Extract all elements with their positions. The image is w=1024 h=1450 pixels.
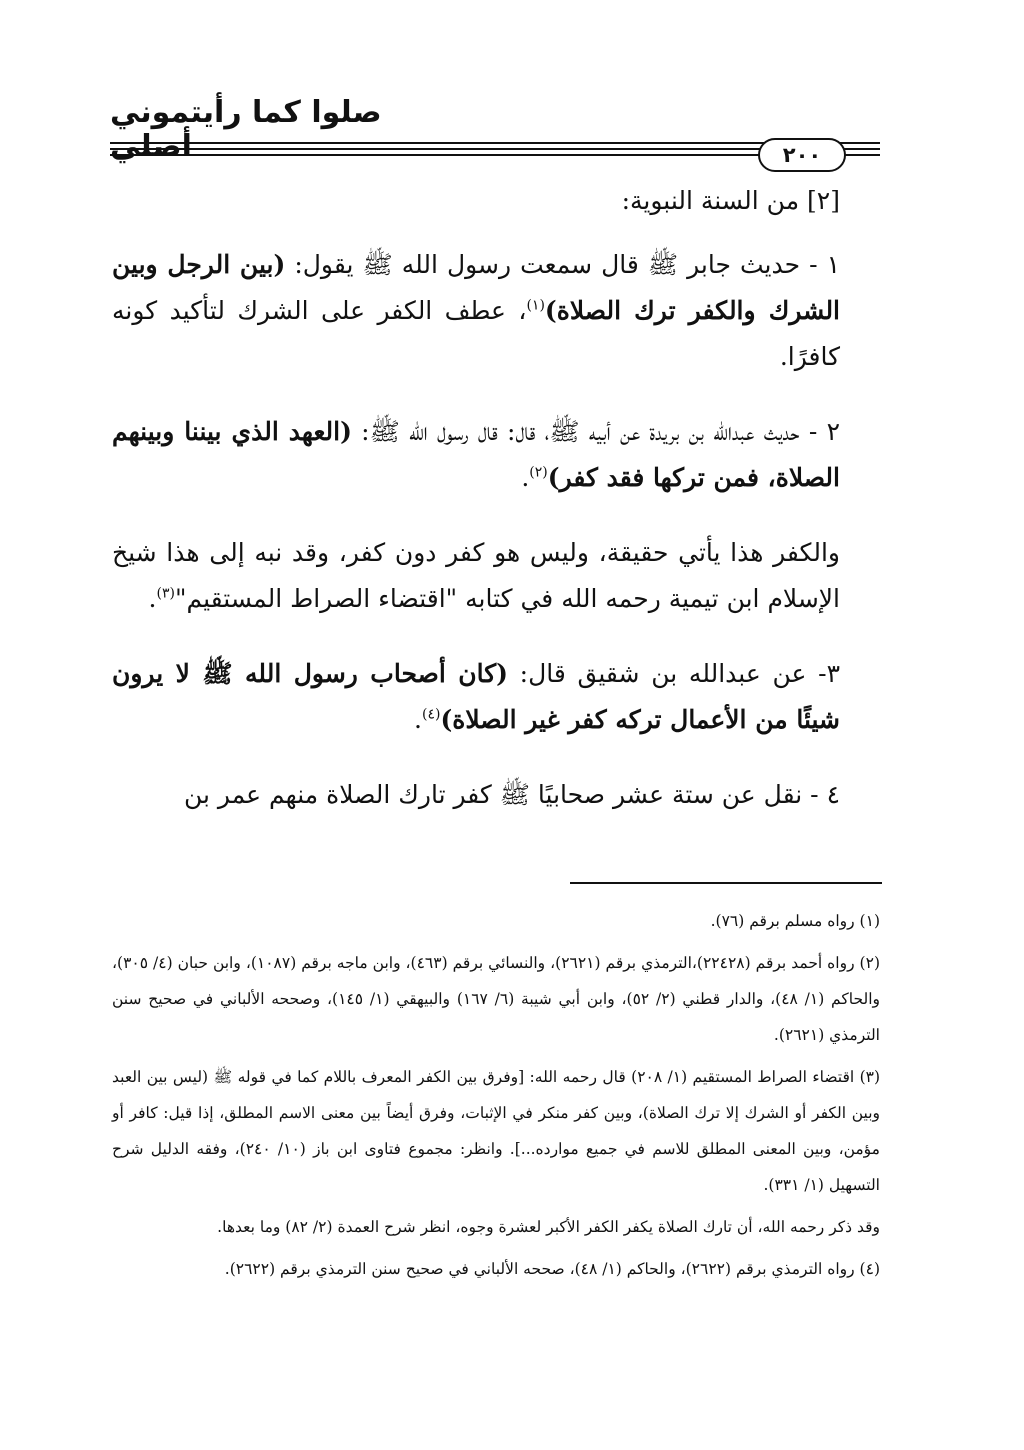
footnote-3: (٣) اقتضاء الصراط المستقيم (١/ ٢٠٨) قال رحمه الله: [وفرق بين الكفر المعرف باللام كما في قوله ﷺ (ليس بين العبد وبين الكفر أو الشرك إلا ترك الصلاة)، وبين كفر منكر في الإثبات، وفرق أيضاً بين معنى الاسم المطلق، إذا قيل: كافر أو مؤمن، وبين المعنى المطلق للاسم في جميع موارده...]. وانظر: مجموع فتاوى ابن باز (١٠/ ٢٤٠)، وفقه الدليل شرح التسهيل (١/ ٣٣١).: [112, 1068, 881, 1194]
paragraph-text: ١ - حديث جابر ﷺ قال سمعت رسول الله ﷺ يقول:: [285, 250, 841, 279]
page-number: ٢٠٠: [782, 143, 822, 167]
paragraph-text: .: [521, 463, 530, 492]
paragraph-text: ٢ - حديث عبدالله بن بريدة عن أبيه ﷺ، قال: قال رسول الله ﷺ:: [351, 417, 841, 446]
footnote-separator: [570, 882, 882, 884]
main-text: [112, 178, 840, 847]
paragraph-sixteen-companions: ٤ - نقل عن ستة عشر صحابيًا ﷺ كفر تارك الصلاة منهم عمر بن: [184, 780, 840, 809]
footnote-4: (٤) رواه الترمذي برقم (٢٦٢٢)، والحاكم (١/ ٤٨)، صححه الألباني في صحيح سنن الترمذي برقم (٢٦٢٢).: [224, 1260, 880, 1278]
paragraph-text: .: [414, 705, 422, 734]
paragraph-text: والكفر هذا يأتي حقيقة، وليس هو كفر دون كفر، وقد نبه إلى هذا شيخ الإسلام ابن تيمية رحمه الله في كتابه "اقتضاء الصراط المستقيم": [112, 538, 840, 613]
footnote-3-continued: وقد ذكر رحمه الله، أن تارك الصلاة يكفر الكفر الأكبر لعشرة وجوه، انظر شرح العمدة (٢/ ٨٢) وما بعدها.: [217, 1218, 880, 1236]
footnote-2: (٢) رواه أحمد برقم (٢٢٤٢٨)،الترمذي برقم (٢٦٢١)، والنسائي برقم (٤٦٣)، وابن ماجه برقم (١٠٨٧)، وابن حبان (٤/ ٣٠٥)، والحاكم (١/ ٤٨)، والدار قطني (٢/ ٥٢)، وابن أبي شيبة (٦/ ١٦٧) والبيهقي (١/ ١٤٥)، وصححه الألباني في صحيح سنن الترمذي (٢٦٢١).: [112, 954, 880, 1044]
page-number-badge: [758, 138, 846, 172]
paragraph-ibn-shaqiq: [112, 651, 840, 743]
paragraph-hadith-buraydah: [112, 409, 840, 501]
footnote-ref: (١): [526, 297, 545, 314]
hadith-quote: (بين الرجل وبين الشرك والكفر ترك الصلاة): [112, 250, 841, 325]
footnotes: [112, 903, 880, 1293]
footnote-1: (١) رواه مسلم برقم (٧٦).: [710, 912, 880, 930]
footnote-ref: (٤): [421, 706, 441, 723]
paragraph-text: .: [148, 584, 157, 613]
paragraph-hadith-jabir: [112, 242, 840, 380]
hadith-quote: (كان أصحاب رسول الله ﷺ لا يرون شيئًا من الأعمال تركه كفر غير الصلاة): [112, 659, 840, 734]
paragraph-ibn-taymiyyah: [112, 530, 840, 622]
paragraph-text: ، عطف الكفر على الشرك لتأكيد كونه كافرًا.: [112, 296, 840, 371]
section-heading: [٢] من السنة النبوية:: [621, 186, 840, 215]
paragraph-text: ٣- عن عبدالله بن شقيق قال:: [507, 659, 840, 688]
hadith-quote: (العهد الذي بيننا وبينهم الصلاة، فمن تركها فقد كفر): [112, 417, 840, 492]
footnote-ref: (٣): [156, 585, 175, 602]
running-title: صلوا كما رأيتموني أصلي: [110, 95, 382, 164]
footnote-ref: (٢): [529, 464, 548, 481]
